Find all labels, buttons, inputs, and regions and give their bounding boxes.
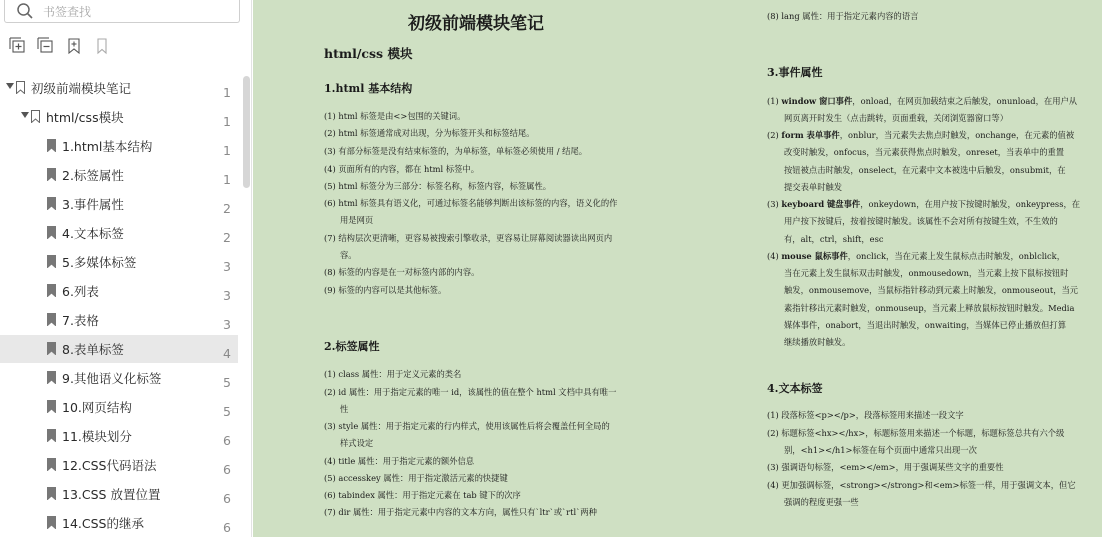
paragraph-line: 改变时触发，onfocus，当元素获得焦点时触发，onreset，当表单中的重置 bbox=[784, 147, 1065, 157]
bookmark-page: 4 bbox=[223, 346, 231, 361]
paragraph-line: (4) 页面所有的内容，都在 html 标签中。 bbox=[324, 164, 480, 174]
collapse-all-icon[interactable] bbox=[37, 37, 55, 55]
bookmark-item[interactable] bbox=[0, 219, 238, 247]
paragraph-line: 别，<h1></h1>标签在每个页面中通常只出现一次 bbox=[784, 445, 977, 455]
bookmark-item[interactable] bbox=[0, 480, 238, 508]
paragraph-line: (5) html 标签分为三部分：标签名称，标签内容，标签属性。 bbox=[324, 181, 552, 191]
paragraph-line: 素指针移出元素时触发，onmouseup，当元素上释放鼠标按钮时触发。Media bbox=[784, 303, 1075, 313]
bookmark-item[interactable] bbox=[0, 132, 238, 160]
bookmark-label: html/css模块 bbox=[46, 110, 124, 125]
paragraph-line: 触发，onmousemove，当鼠标指针移动到元素上时触发，onmouseout，当元 bbox=[784, 285, 1079, 295]
bookmark-label: 10.网页结构 bbox=[62, 400, 132, 415]
bookmark-icon bbox=[47, 487, 56, 500]
document-view[interactable] bbox=[253, 0, 1102, 537]
bookmark-item[interactable] bbox=[0, 364, 238, 392]
bookmark-icon bbox=[47, 516, 56, 529]
paragraph-line: 用户按下按键后，按着按键时触发。该属性不会对所有按键生效，不生效的 bbox=[784, 216, 1058, 226]
paragraph-line: (7) dir 属性：用于指定元素中内容的文本方向，属性只有`ltr`或`rtl`两种 bbox=[324, 507, 597, 517]
paragraph-line: 样式设定 bbox=[340, 438, 374, 448]
bold-term: form 表单事件 bbox=[781, 130, 840, 140]
paragraph-line: (3) style 属性：用于指定元素的行内样式，使用该属性后将会覆盖任何全局的 bbox=[324, 421, 610, 431]
bookmark-item[interactable] bbox=[0, 451, 238, 479]
paragraph-line: (1) 段落标签<p></p>，段落标签用来描述一段文字 bbox=[767, 410, 964, 420]
bookmark-search-box[interactable] bbox=[4, 0, 240, 23]
bookmark-outline-icon[interactable] bbox=[93, 37, 111, 55]
paragraph-line: (8) lang 属性：用于指定元素内容的语言 bbox=[767, 11, 919, 21]
bookmark-label: 5.多媒体标签 bbox=[62, 255, 137, 270]
bookmark-item[interactable] bbox=[0, 277, 238, 305]
bookmark-icon bbox=[47, 197, 56, 210]
bookmark-page: 6 bbox=[223, 462, 231, 477]
bookmark-item[interactable] bbox=[0, 103, 238, 131]
module-heading: html/css 模块 bbox=[324, 46, 413, 61]
bookmark-icon bbox=[47, 429, 56, 442]
bookmark-label: 4.文本标签 bbox=[62, 226, 124, 241]
paragraph-line: 提交表单时触发 bbox=[784, 182, 843, 192]
paragraph-line: 媒体事件，onabort，当退出时触发，onwaiting，当媒体已停止播放但打算 bbox=[784, 320, 1066, 330]
section-heading: 1.html 基本结构 bbox=[324, 82, 413, 95]
expand-arrow-icon[interactable] bbox=[6, 83, 14, 89]
bookmark-icon bbox=[47, 313, 56, 326]
list-number: (3) bbox=[767, 199, 782, 209]
bookmark-icon bbox=[47, 226, 56, 239]
paragraph-line: (2) id 属性：用于指定元素的唯一 id，该属性的值在整个 html 文档中具有唯一 bbox=[324, 387, 617, 397]
bookmark-icon bbox=[47, 168, 56, 181]
bookmark-label: 9.其他语义化标签 bbox=[62, 371, 162, 386]
bold-term: keyboard 键盘事件 bbox=[781, 199, 861, 209]
bookmark-label: 12.CSS代码语法 bbox=[62, 458, 157, 473]
paragraph-line: (4) 更加强调标签，<strong></strong>和<em>标签一样，用于强调文本，但它 bbox=[767, 480, 1076, 490]
bookmark-label: 8.表单标签 bbox=[62, 342, 124, 357]
paragraph-line: 强调的程度更强一些 bbox=[784, 497, 859, 507]
bookmark-icon bbox=[16, 81, 25, 94]
paragraph-line: (4) title 属性：用于指定元素的额外信息 bbox=[324, 456, 475, 466]
bookmark-label: 2.标签属性 bbox=[62, 168, 124, 183]
bookmark-page: 6 bbox=[223, 520, 231, 535]
bookmark-page: 6 bbox=[223, 491, 231, 506]
bookmark-item[interactable] bbox=[0, 161, 238, 189]
paragraph-line: 当在元素上发生鼠标双击时触发，onmousedown，当元素上按下鼠标按钮时 bbox=[784, 268, 1069, 278]
paragraph-line: (3) 强调语句标签，<em></em>，用于强调某些文字的重要性 bbox=[767, 462, 1004, 472]
paragraph-line: (1) html 标签是由<>包围的关键词。 bbox=[324, 111, 466, 121]
bookmark-label: 3.事件属性 bbox=[62, 197, 124, 212]
bookmark-label: 11.模块划分 bbox=[62, 429, 132, 444]
bookmark-item[interactable] bbox=[0, 248, 238, 276]
paragraph-line: (3) 有部分标签是没有结束标签的，为单标签，单标签必须使用 / 结尾。 bbox=[324, 146, 588, 156]
paragraph-line: (9) 标签的内容可以是其他标签。 bbox=[324, 285, 447, 295]
bookmark-page: 5 bbox=[223, 404, 231, 419]
bookmark-item[interactable] bbox=[0, 190, 238, 218]
bookmark-icon bbox=[47, 342, 56, 355]
section-heading: 2.标签属性 bbox=[324, 340, 380, 353]
bookmark-page: 3 bbox=[223, 259, 231, 274]
paragraph-line bbox=[767, 96, 1077, 106]
paragraph-line: 继续播放时触发。 bbox=[784, 337, 851, 347]
bookmark-item[interactable] bbox=[0, 422, 238, 450]
bookmark-icon bbox=[47, 371, 56, 384]
list-number: (1) bbox=[767, 96, 782, 106]
document-title: 初级前端模块笔记 bbox=[408, 14, 544, 34]
bookmark-page: 1 bbox=[223, 114, 231, 129]
paragraph-line bbox=[767, 199, 1080, 209]
bookmark-icon bbox=[47, 284, 56, 297]
bookmark-page: 1 bbox=[223, 143, 231, 158]
paragraph-line: (7) 结构层次更清晰，更容易被搜索引擎收录，更容易让屏幕阅读器读出网页内 bbox=[324, 233, 613, 243]
list-number: (2) bbox=[767, 130, 782, 140]
bookmark-page: 3 bbox=[223, 317, 231, 332]
bookmark-page: 5 bbox=[223, 375, 231, 390]
bookmark-icon bbox=[47, 400, 56, 413]
bookmark-page: 1 bbox=[223, 172, 231, 187]
bookmark-sidebar bbox=[0, 0, 252, 537]
paragraph-line: 网页离开时发生（点击跳转，页面重载，关闭浏览器窗口等） bbox=[784, 113, 1009, 123]
paragraph-line: (8) 标签的内容是在一对标签内部的内容。 bbox=[324, 267, 480, 277]
bookmark-icon bbox=[47, 458, 56, 471]
paragraph-line: (1) class 属性：用于定义元素的类名 bbox=[324, 369, 462, 379]
paragraph-line bbox=[767, 130, 1074, 140]
line-text: ，onload，在网页加载结束之后触发，onunload，在用户从 bbox=[852, 96, 1078, 106]
bold-term: mouse 鼠标事件 bbox=[781, 251, 848, 261]
list-number: (4) bbox=[767, 251, 782, 261]
bookmark-icon bbox=[31, 110, 40, 123]
section-heading: 3.事件属性 bbox=[767, 66, 823, 79]
paragraph-line: 有，alt，ctrl，shift，esc bbox=[784, 234, 884, 244]
bookmark-icon bbox=[47, 139, 56, 152]
bookmark-label: 13.CSS 放置位置 bbox=[62, 487, 161, 502]
bookmark-item[interactable] bbox=[0, 393, 238, 421]
section-heading: 4.文本标签 bbox=[767, 382, 823, 395]
line-text: ，onkeydown，在用户按下按键时触发，onkeypress，在 bbox=[860, 199, 1081, 209]
bookmark-label: 7.表格 bbox=[62, 313, 99, 328]
search-icon bbox=[16, 2, 34, 20]
paragraph-line: (5) accesskey 属性：用于指定激活元素的快捷键 bbox=[324, 473, 508, 483]
expand-all-icon[interactable] bbox=[9, 37, 27, 55]
sidebar-scrollbar-thumb[interactable] bbox=[243, 76, 250, 188]
bookmark-page: 2 bbox=[223, 230, 231, 245]
bookmark-label: 1.html基本结构 bbox=[62, 139, 153, 154]
bookmark-label: 6.列表 bbox=[62, 284, 99, 299]
paragraph-line bbox=[767, 251, 1065, 261]
bookmark-item[interactable] bbox=[0, 306, 238, 334]
paragraph-line: 容。 bbox=[340, 250, 357, 260]
bookmark-page: 1 bbox=[223, 85, 231, 100]
bookmark-item[interactable] bbox=[0, 509, 238, 537]
bookmark-item[interactable] bbox=[0, 74, 238, 102]
bookmark-item-selected[interactable] bbox=[0, 335, 238, 363]
paragraph-line: 按钮被点击时触发，onselect，在元素中文本被选中后触发，onsubmit，在 bbox=[784, 165, 1066, 175]
line-text: ，onclick，当在元素上发生鼠标点击时触发，onblclick， bbox=[847, 251, 1066, 261]
bookmark-icon bbox=[47, 255, 56, 268]
paragraph-line: 性 bbox=[340, 404, 349, 414]
bookmark-page: 2 bbox=[223, 201, 231, 216]
paragraph-line: (2) 标题标签<hx></hx>，标题标签用来描述一个标题，标题标签总共有六个级 bbox=[767, 428, 1065, 438]
bold-term: window 窗口事件 bbox=[781, 96, 853, 106]
expand-arrow-icon[interactable] bbox=[21, 112, 29, 118]
paragraph-line: (2) html 标签通常成对出现，分为标签开头和标签结尾。 bbox=[324, 128, 535, 138]
bookmark-page: 3 bbox=[223, 288, 231, 303]
search-placeholder[interactable]: 书签查找 bbox=[43, 5, 92, 19]
paragraph-line: 用是网页 bbox=[340, 215, 374, 225]
paragraph-line: (6) tabindex 属性：用于指定元素在 tab 键下的次序 bbox=[324, 490, 521, 500]
add-bookmark-icon[interactable] bbox=[65, 37, 83, 55]
bookmark-label: 14.CSS的继承 bbox=[62, 516, 144, 531]
bookmark-page: 6 bbox=[223, 433, 231, 448]
paragraph-line: (6) html 标签具有语义化，可通过标签名能够判断出该标签的内容，语义化的作 bbox=[324, 198, 618, 208]
line-text: ，onblur，当元素失去焦点时触发，onchange，在元素的值被 bbox=[839, 130, 1075, 140]
bookmark-label: 初级前端模块笔记 bbox=[31, 81, 132, 96]
